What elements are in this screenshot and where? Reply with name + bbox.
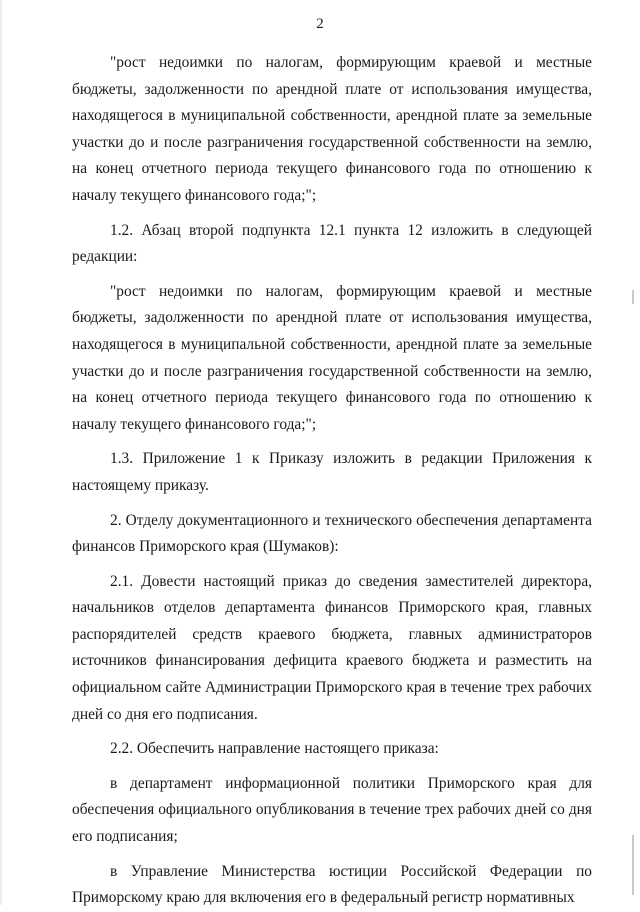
scan-left-edge xyxy=(0,0,2,905)
document-body xyxy=(72,50,592,912)
paragraph-item-1-2: 1.2. Абзац второй подпункта 12.1 пункта 12 изложить в следующей редакции: xyxy=(72,221,592,266)
paragraph-quoted-indicator-new: "рост недоимки по налогам, формирующим краевой и местные бюджеты, задолженности по арендной плате от использования имущества, находящегося в муниципальной собственности, арендной плате за земельные участки до и после разграничения государственной собственности на землю, на конец отчетного периода текущего финансового года по отношению к началу текущего финансового года;"; xyxy=(72,282,592,433)
paragraph-publication-department: в департамент информационной политики Приморского края для обеспечения официального опубликования в течение трех рабочих дней со дня его подписания; xyxy=(72,774,592,846)
paragraph-quoted-indicator: "рост недоимки по налогам, формирующим краевой и местные бюджеты, задолженности по арендной плате от использования имущества, находящегося в муниципальной собственности, арендной плате за земельные участки до и после разграничения государственной собственности на землю, на конец отчетного периода текущего финансового года по отношению к началу текущего финансового года;"; xyxy=(72,54,592,204)
paragraph-item-2-2: 2.2. Обеспечить направление настоящего приказа: xyxy=(110,740,439,758)
scan-edge-mark xyxy=(632,290,634,304)
scan-edge-mark xyxy=(632,835,634,895)
paragraph-justice-ministry: в Управление Министерства юстиции Российской Федерации по Приморскому краю для включения его в федеральный регистр нормативных xyxy=(72,862,592,907)
paragraph-item-2: 2. Отделу документационного и технического обеспечения департамента финансов Приморского края (Шумаков): xyxy=(72,511,592,556)
paragraph-item-2-1: 2.1. Довести настоящий приказ до сведения заместителей директора, начальников отделов департамента финансов Приморского края, главных распорядителей средств краевого бюджета, главных администраторов источников финансирования дефицита краевого бюджета и разместить на официальном сайте Администрации Приморского края в течение трех рабочих дней со дня его подписания. xyxy=(72,572,592,723)
paragraph-item-1-3: 1.3. Приложение 1 к Приказу изложить в редакции Приложения к настоящему приказу. xyxy=(72,450,592,494)
page-number: 2 xyxy=(316,16,324,32)
